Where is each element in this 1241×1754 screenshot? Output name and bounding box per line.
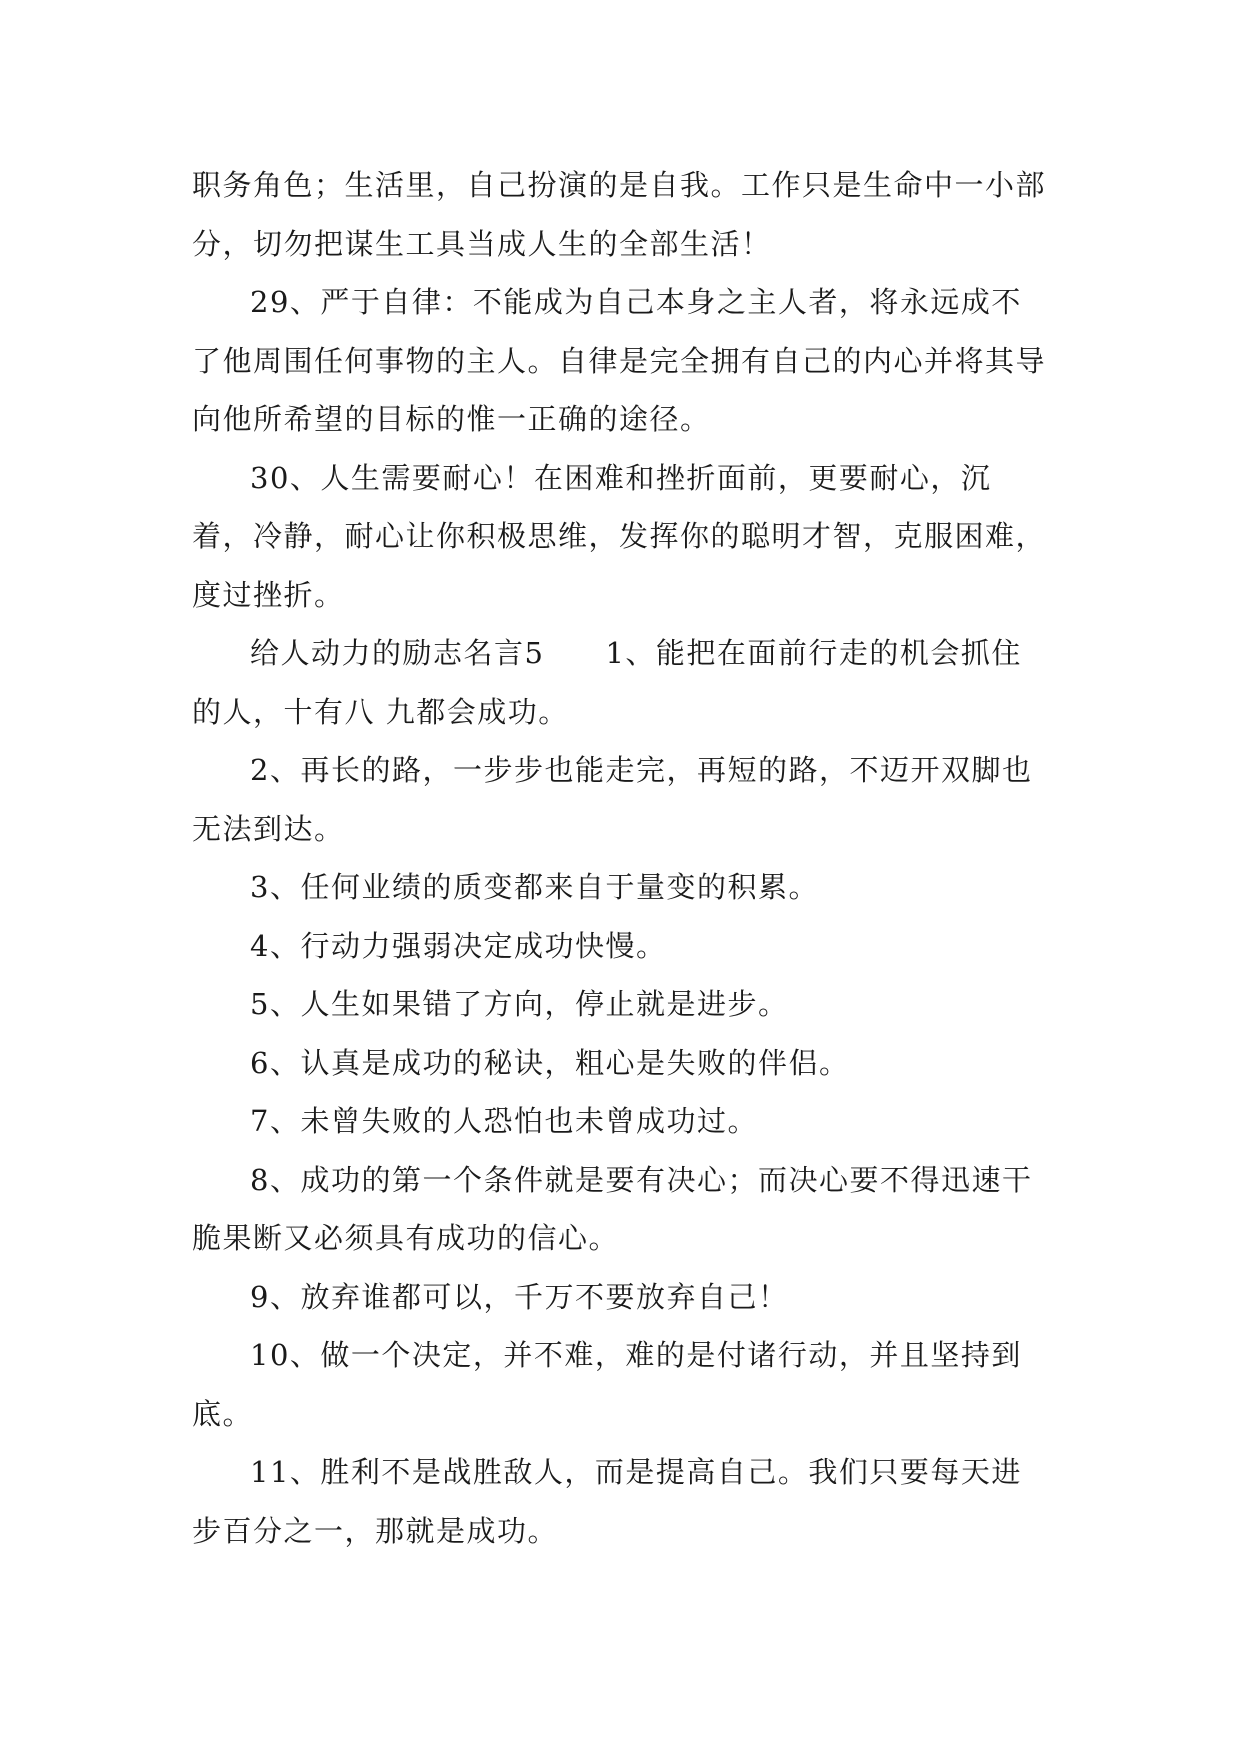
paragraph: 5、人生如果错了方向，停止就是进步。 — [250, 987, 789, 1021]
paragraph: 8、成功的第一个条件就是要有决心；而决心要不得迅速干脆果断又必须具有成功的信心。 — [192, 1162, 1033, 1255]
paragraph: 7、未曾失败的人恐怕也未曾成功过。 — [250, 1104, 758, 1138]
paragraph: 职务角色；生活里，自己扮演的是自我。工作只是生命中一小部分，切勿把谋生工具当成人生的全部生活！ — [192, 168, 1047, 261]
paragraph: 给人动力的励志名言5 1、能把在面前行走的机会抓住的人，十有八 九都会成功。 — [192, 636, 1022, 729]
paragraph: 9、放弃谁都可以，千万不要放弃自己！ — [250, 1279, 789, 1314]
paragraph: 3、任何业绩的质变都来自于量变的积累。 — [250, 870, 819, 904]
paragraph: 11、胜利不是战胜敌人，而是提高自己。我们只要每天进步百分之一，那就是成功。 — [192, 1455, 1022, 1548]
paragraph: 30、人生需要耐心！在困难和挫折面前，更要耐心，沉着，冷静，耐心让你积极思维，发挥你的聪明才智，克服困难，度过挫折。 — [192, 460, 1047, 612]
paragraph: 2、再长的路，一步步也能走完，再短的路，不迈开双脚也无法到达。 — [192, 753, 1033, 846]
document-body — [192, 156, 1052, 1560]
paragraph: 6、认真是成功的秘诀，粗心是失败的伴侣。 — [250, 1045, 850, 1080]
paragraph: 29、严于自律：不能成为自己本身之主人者，将永远成不了他周围任何事物的主人。自律是完全拥有自己的内心并将其导向他所希望的目标的惟一正确的途径。 — [192, 285, 1047, 436]
paragraph: 10、做一个决定，并不难，难的是付诸行动，并且坚持到底。 — [192, 1338, 1022, 1431]
paragraph: 4、行动力强弱决定成功快慢。 — [250, 928, 667, 963]
